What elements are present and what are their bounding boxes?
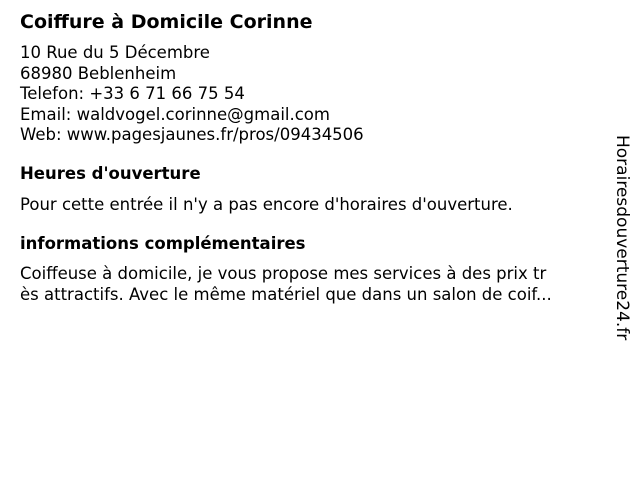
- address-street: 10 Rue du 5 Décembre: [20, 43, 210, 62]
- site-brand-vertical: Horairesdouverture24.fr: [612, 135, 632, 341]
- additional-info-heading: informations complémentaires: [20, 234, 306, 253]
- additional-info-text: [20, 264, 552, 305]
- web-line: Web: www.pagesjaunes.fr/pros/09434506: [20, 125, 364, 144]
- contact-block: [20, 43, 364, 146]
- business-name: Coiffure à Domicile Corinne: [20, 11, 313, 33]
- additional-info-line-1: Coiffeuse à domicile, je vous propose mes services à des prix tr: [20, 264, 547, 283]
- email-line: Email: waldvogel.corinne@gmail.com: [20, 104, 330, 124]
- opening-hours-heading: Heures d'ouverture: [20, 164, 201, 183]
- opening-hours-text: Pour cette entrée il n'y a pas encore d'horaires d'ouverture.: [20, 195, 513, 214]
- address-city: 68980 Beblenheim: [20, 63, 177, 83]
- phone-line: Telefon: +33 6 71 66 75 54: [20, 84, 245, 103]
- additional-info-line-2: ès attractifs. Avec le même matériel que dans un salon de coif...: [20, 284, 552, 304]
